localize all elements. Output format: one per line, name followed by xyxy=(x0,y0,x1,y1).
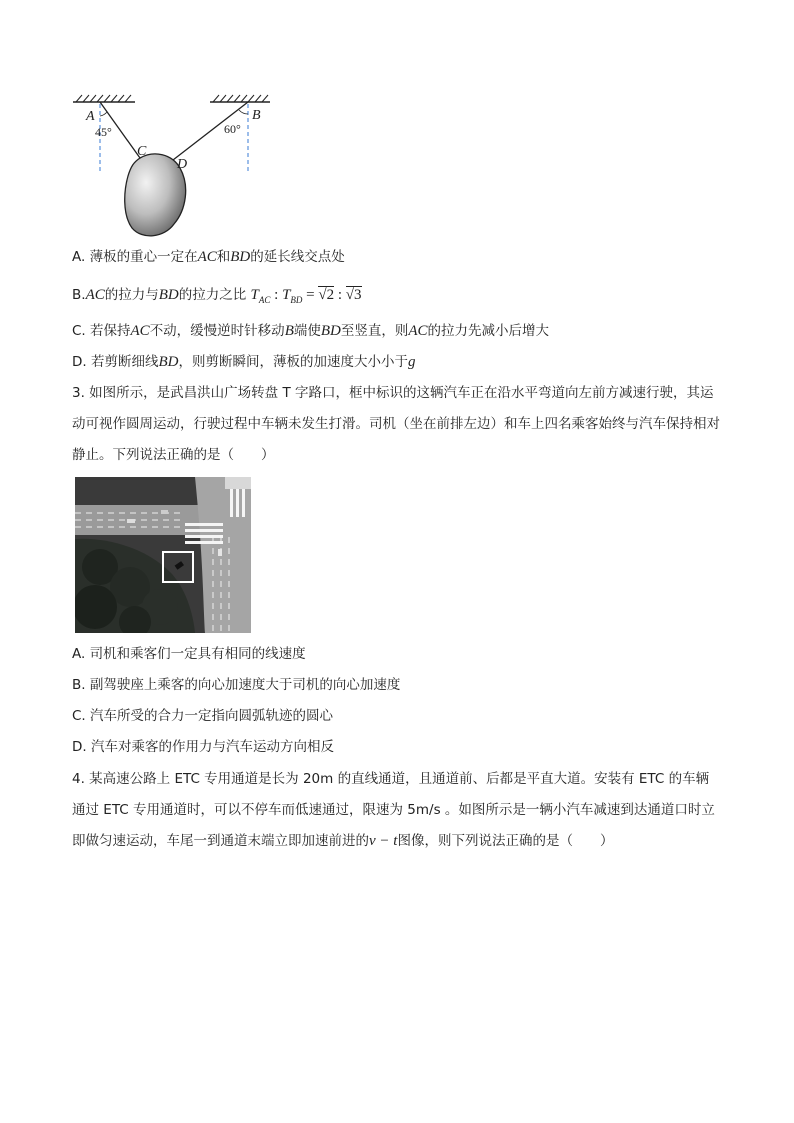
label-a: A xyxy=(86,109,95,124)
q2-option-a: A. 薄板的重心一定在AC和BD的延长线交点处 xyxy=(72,249,345,265)
vt-symbol: v − t xyxy=(369,833,398,849)
q3-stem: 3. 如图所示，是武昌洪山广场转盘 T 字路口，框中标识的这辆汽车正在沿水平弯道向左前方减速行驶，其运动可视作圆周运动，行驶过程中车辆未发生打滑。司机（坐在前排左边）和车上四名乘客始终与汽车保持相对静止。下列说法正确的是（ ） xyxy=(72,385,720,463)
label-c: C xyxy=(137,144,147,159)
label-d: D xyxy=(177,157,188,172)
label-b: B xyxy=(252,108,261,123)
tension-ratio-formula: $T_{AC}$ : $T_{BD} = √2$ : √3 xyxy=(250,287,362,305)
q3-option-c: C. 汽车所受的合力一定指向圆弧轨迹的圆心 xyxy=(72,708,334,724)
hanging-plate-figure xyxy=(70,92,280,242)
q2-option-b: B.AC的拉力与BD的拉力之比 $T_{AC}$ : $T_{BD} = √2$ : √3 xyxy=(72,287,362,305)
intersection-aerial-photo xyxy=(75,477,251,633)
q3-option-a: A. 司机和乘客们一定具有相同的线速度 xyxy=(72,646,306,662)
q2-option-c: C. 若保持AC不动，缓慢逆时针移动B端使BD至竖直，则AC的拉力先减小后增大 xyxy=(72,323,550,339)
angle-b-label: 60° xyxy=(224,122,241,136)
q4-stem: 4. 某高速公路上 ETC 专用通道是长为 20m 的直线通道，且通道前、后都是平直大道。安装有 ETC 的车辆通过 ETC 专用通道时，可以不停车而低速通过，限速为 5m/s 。如图所示是一辆小汽车减速到达通道口时立即做匀速运动，车尾一到通道末端立即加速前进的v − t图像，则下列说法正确的是（ ） xyxy=(72,771,715,849)
q2-option-d: D. 若剪断细线BD，则剪断瞬间，薄板的加速度大小小于g xyxy=(72,354,416,370)
angle-a-label: 45° xyxy=(95,125,112,139)
q3-option-d: D. 汽车对乘客的作用力与汽车运动方向相反 xyxy=(72,739,334,755)
q3-option-b: B. 副驾驶座上乘客的向心加速度大于司机的向心加速度 xyxy=(72,677,401,693)
